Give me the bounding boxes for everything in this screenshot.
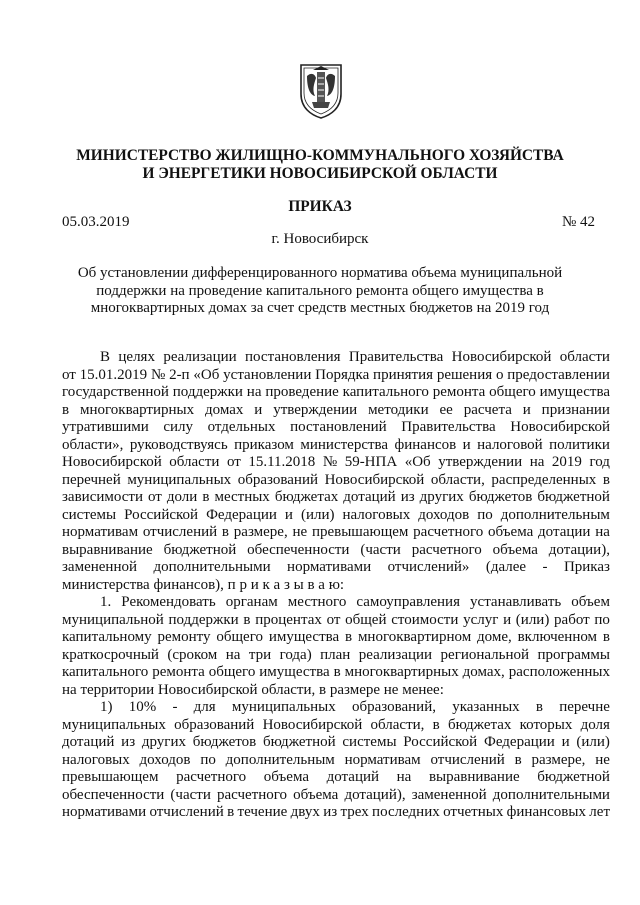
body-line: системы Российской Федерации и (или) налоговых доходов по дополнительным bbox=[62, 506, 610, 523]
body-line: 1) 10% - для муниципальных образований, указанных в перечне bbox=[100, 699, 610, 715]
order-date: 05.03.2019 bbox=[62, 214, 130, 230]
subject-line: многоквартирных домах за счет средств местных бюджетов на 2019 год bbox=[90, 300, 550, 316]
coat-of-arms-icon bbox=[298, 62, 344, 120]
body-line: капитальному ремонту общего имущества в многоквартирном доме, включенном в bbox=[62, 629, 610, 645]
subject-line: Об установлении дифференцированного норматива объема муниципальной bbox=[77, 265, 563, 281]
order-number: № 42 bbox=[561, 214, 595, 230]
body-line: государственной поддержки на проведение капитального ремонта общего имущества bbox=[62, 384, 610, 400]
body-line: краткосрочный (сроком на три года) план реализации региональной программы bbox=[62, 646, 610, 663]
body-line: выравнивание бюджетной обеспеченности (части расчетного объема дотации), bbox=[62, 541, 610, 558]
body-line: В целях реализации постановления Правительства Новосибирской области bbox=[100, 349, 610, 365]
body-line: превышающем расчетного объема дотаций на выравнивание бюджетной bbox=[62, 769, 610, 785]
body-line: нормативам отчислений в размере, не превышающем расчетного объема дотации на bbox=[62, 524, 610, 540]
body-line: в многоквартирных домах и утверждении методики ее расчета и признании bbox=[62, 401, 610, 418]
body-line: области», руководствуясь приказом министерства финансов и налоговой политики bbox=[62, 436, 610, 453]
body-line: муниципальных образований Новосибирской области, в бюджетах которых доля bbox=[62, 716, 610, 733]
body-line: муниципальной поддержки в процентах от общей стоимости услуг и (или) работ по bbox=[62, 611, 610, 628]
body-line: на территории Новосибирской области, в размере не менее: bbox=[62, 681, 444, 698]
body-line: утратившими силу отдельных постановлений Правительства Новосибирской bbox=[62, 419, 610, 435]
body-line: нормативами отчислений в течение двух из трех последних отчетных финансовых лет bbox=[62, 804, 610, 820]
order-subject bbox=[0, 265, 640, 318]
subject-line: поддержки на проведение капитального ремонта общего имущества в bbox=[96, 282, 544, 299]
body-line: Новосибирской области от 15.11.2018 № 59-НПА «Об утверждении на 2019 год bbox=[62, 454, 610, 470]
order-body bbox=[62, 349, 610, 822]
body-line: 1. Рекомендовать органам местного самоуправления устанавливать объем bbox=[100, 594, 610, 610]
body-line: от 15.01.2019 № 2-п «Об установлении Порядка принятия решения о предоставлении bbox=[62, 366, 610, 383]
body-line: зависимости от доли в местных бюджетах дотаций из других бюджетов бюджетной bbox=[62, 489, 610, 505]
body-line: перечней муниципальных образований Новосибирской области, распределенных в bbox=[62, 471, 610, 488]
body-line: замененной дополнительными нормативами отчислений» (далее - Приказ bbox=[62, 559, 610, 575]
body-line: налоговых доходов по дополнительным нормативам отчислений в размере, не bbox=[62, 751, 610, 768]
ministry-name-line2: И ЭНЕРГЕТИКИ НОВОСИБИРСКОЙ ОБЛАСТИ bbox=[142, 165, 498, 182]
body-line: капитального ремонта общего имущества в многоквартирных домах, расположенных bbox=[62, 664, 610, 680]
city-name: г. Новосибирск bbox=[271, 231, 369, 247]
body-line: обеспеченности (части расчетного объема дотаций), замененной дополнительными bbox=[62, 786, 610, 803]
body-line: дотаций из других бюджетов бюджетной системы Российской Федерации и (или) bbox=[62, 734, 610, 750]
ministry-name-line1: МИНИСТЕРСТВО ЖИЛИЩНО-КОММУНАЛЬНОГО ХОЗЯЙСТВА bbox=[76, 147, 564, 164]
body-line: министерства финансов), п р и к а з ы в а ю: bbox=[62, 576, 345, 593]
document-type: ПРИКАЗ bbox=[288, 198, 352, 215]
